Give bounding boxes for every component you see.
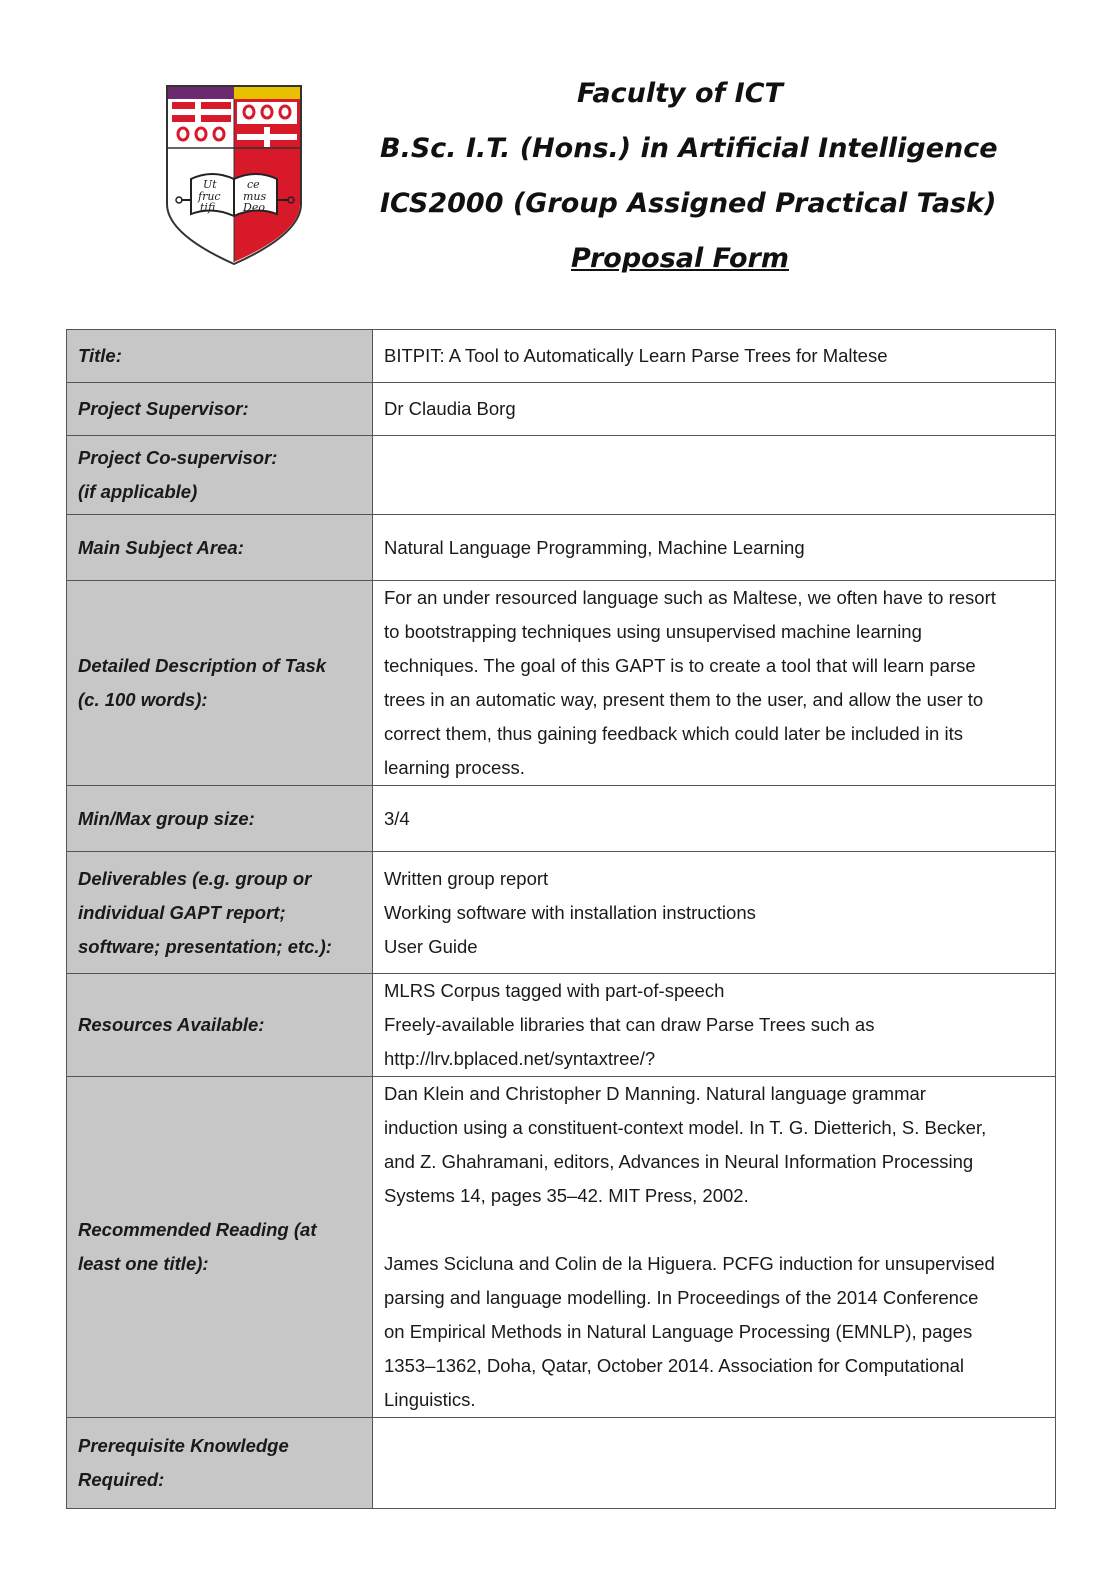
description-label bbox=[67, 581, 373, 786]
description-line: For an under resourced language such as Maltese, we often have to resort bbox=[384, 587, 996, 608]
reference-1-line: induction using a constituent-context model. In T. G. Dietterich, S. Becker, bbox=[384, 1117, 987, 1138]
prerequisite-label-line1: Prerequisite Knowledge bbox=[78, 1435, 289, 1456]
row-resources bbox=[67, 974, 1056, 1077]
row-prerequisite bbox=[67, 1418, 1056, 1509]
deliverable-item: User Guide bbox=[384, 935, 478, 957]
crest-motto-4: mus bbox=[243, 190, 267, 203]
course-heading: ICS2000 (Group Assigned Practical Task) bbox=[380, 188, 997, 219]
reference-2-line: on Empirical Methods in Natural Language Processing (EMNLP), pages bbox=[384, 1321, 973, 1342]
reading-label bbox=[67, 1077, 373, 1418]
resources-label: Resources Available: bbox=[67, 974, 373, 1077]
deliverable-item: Working software with installation instructions bbox=[384, 901, 756, 923]
reference-2-line: James Scicluna and Colin de la Higuera. PCFG induction for unsupervised bbox=[384, 1253, 995, 1274]
description-line: techniques. The goal of this GAPT is to create a tool that will learn parse bbox=[384, 655, 976, 676]
row-reading bbox=[67, 1077, 1056, 1418]
reference-1-line: Dan Klein and Christopher D Manning. Natural language grammar bbox=[384, 1083, 926, 1104]
group-size-value: 3/4 bbox=[373, 786, 1056, 852]
row-cosupervisor bbox=[67, 436, 1056, 515]
reference-2-line: Linguistics. bbox=[384, 1389, 476, 1410]
reading-value bbox=[373, 1077, 1056, 1418]
resource-link: http://lrv.bplaced.net/syntaxtree/? bbox=[384, 1048, 656, 1069]
cosupervisor-value bbox=[373, 436, 1056, 515]
row-description bbox=[67, 581, 1056, 786]
reference-2-line: parsing and language modelling. In Proceedings of the 2014 Conference bbox=[384, 1287, 979, 1308]
cosupervisor-label bbox=[67, 436, 373, 515]
row-deliverables bbox=[67, 852, 1056, 974]
reference-spacer bbox=[384, 1213, 1044, 1247]
deliverable-item: Written group report bbox=[384, 867, 549, 889]
subject-area-value: Natural Language Programming, Machine Learning bbox=[373, 515, 1056, 581]
university-crest-icon bbox=[165, 84, 303, 266]
reading-label-line2: least one title): bbox=[78, 1253, 209, 1274]
prerequisite-label bbox=[67, 1418, 373, 1509]
degree-heading: B.Sc. I.T. (Hons.) in Artificial Intelligence bbox=[380, 133, 998, 164]
description-line: correct them, thus gaining feedback which could later be included in its bbox=[384, 723, 963, 744]
row-subject-area bbox=[67, 515, 1056, 581]
deliverables-label-line3: software; presentation; etc.): bbox=[78, 935, 332, 957]
title-label: Title: bbox=[67, 330, 373, 383]
crest-motto-5: tifi bbox=[200, 201, 216, 214]
deliverables-label-line1: Deliverables (e.g. group or bbox=[78, 867, 312, 889]
resource-item: Freely-available libraries that can draw Parse Trees such as bbox=[384, 1014, 875, 1035]
crest-motto-6: Deo bbox=[243, 201, 265, 214]
reference-2-line: 1353–1362, Doha, Qatar, October 2014. Association for Computational bbox=[384, 1355, 965, 1376]
reading-label-line1: Recommended Reading (at bbox=[78, 1219, 317, 1240]
title-value: BITPIT: A Tool to Automatically Learn Parse Trees for Maltese bbox=[373, 330, 1056, 383]
group-size-label: Min/Max group size: bbox=[67, 786, 373, 852]
description-line: to bootstrapping techniques using unsupervised machine learning bbox=[384, 621, 922, 642]
crest-motto-1: Ut bbox=[203, 178, 217, 191]
resource-item: MLRS Corpus tagged with part-of-speech bbox=[384, 980, 725, 1001]
description-label-line1: Detailed Description of Task bbox=[78, 655, 327, 676]
description-line: learning process. bbox=[384, 757, 525, 778]
row-supervisor bbox=[67, 383, 1056, 436]
description-value bbox=[373, 581, 1056, 786]
subject-area-label: Main Subject Area: bbox=[67, 515, 373, 581]
crest-motto-3: fruc bbox=[198, 190, 221, 203]
row-group-size bbox=[67, 786, 1056, 852]
prerequisite-label-line2: Required: bbox=[78, 1469, 165, 1490]
document-header bbox=[0, 0, 1116, 300]
crest-motto-2: ce bbox=[247, 178, 260, 191]
prerequisite-value bbox=[373, 1418, 1056, 1509]
reference-1-line: Systems 14, pages 35–42. MIT Press, 2002. bbox=[384, 1185, 749, 1206]
supervisor-value: Dr Claudia Borg bbox=[373, 383, 1056, 436]
deliverables-label bbox=[67, 852, 373, 974]
title-block bbox=[380, 66, 998, 286]
form-title: Proposal Form bbox=[571, 243, 789, 274]
resources-value bbox=[373, 974, 1056, 1077]
reference-1-line: and Z. Ghahramani, editors, Advances in Neural Information Processing bbox=[384, 1151, 974, 1172]
cosupervisor-label-line1: Project Co-supervisor: bbox=[78, 447, 278, 468]
cosupervisor-label-line2: (if applicable) bbox=[78, 481, 198, 502]
deliverables-value bbox=[373, 852, 1056, 974]
row-title bbox=[67, 330, 1056, 383]
description-line: trees in an automatic way, present them to the user, and allow the user to bbox=[384, 689, 984, 710]
deliverables-label-line2: individual GAPT report; bbox=[78, 901, 286, 923]
faculty-heading: Faculty of ICT bbox=[577, 78, 783, 109]
description-label-line2: (c. 100 words): bbox=[78, 689, 208, 710]
proposal-form-table bbox=[66, 329, 1056, 1509]
supervisor-label: Project Supervisor: bbox=[67, 383, 373, 436]
